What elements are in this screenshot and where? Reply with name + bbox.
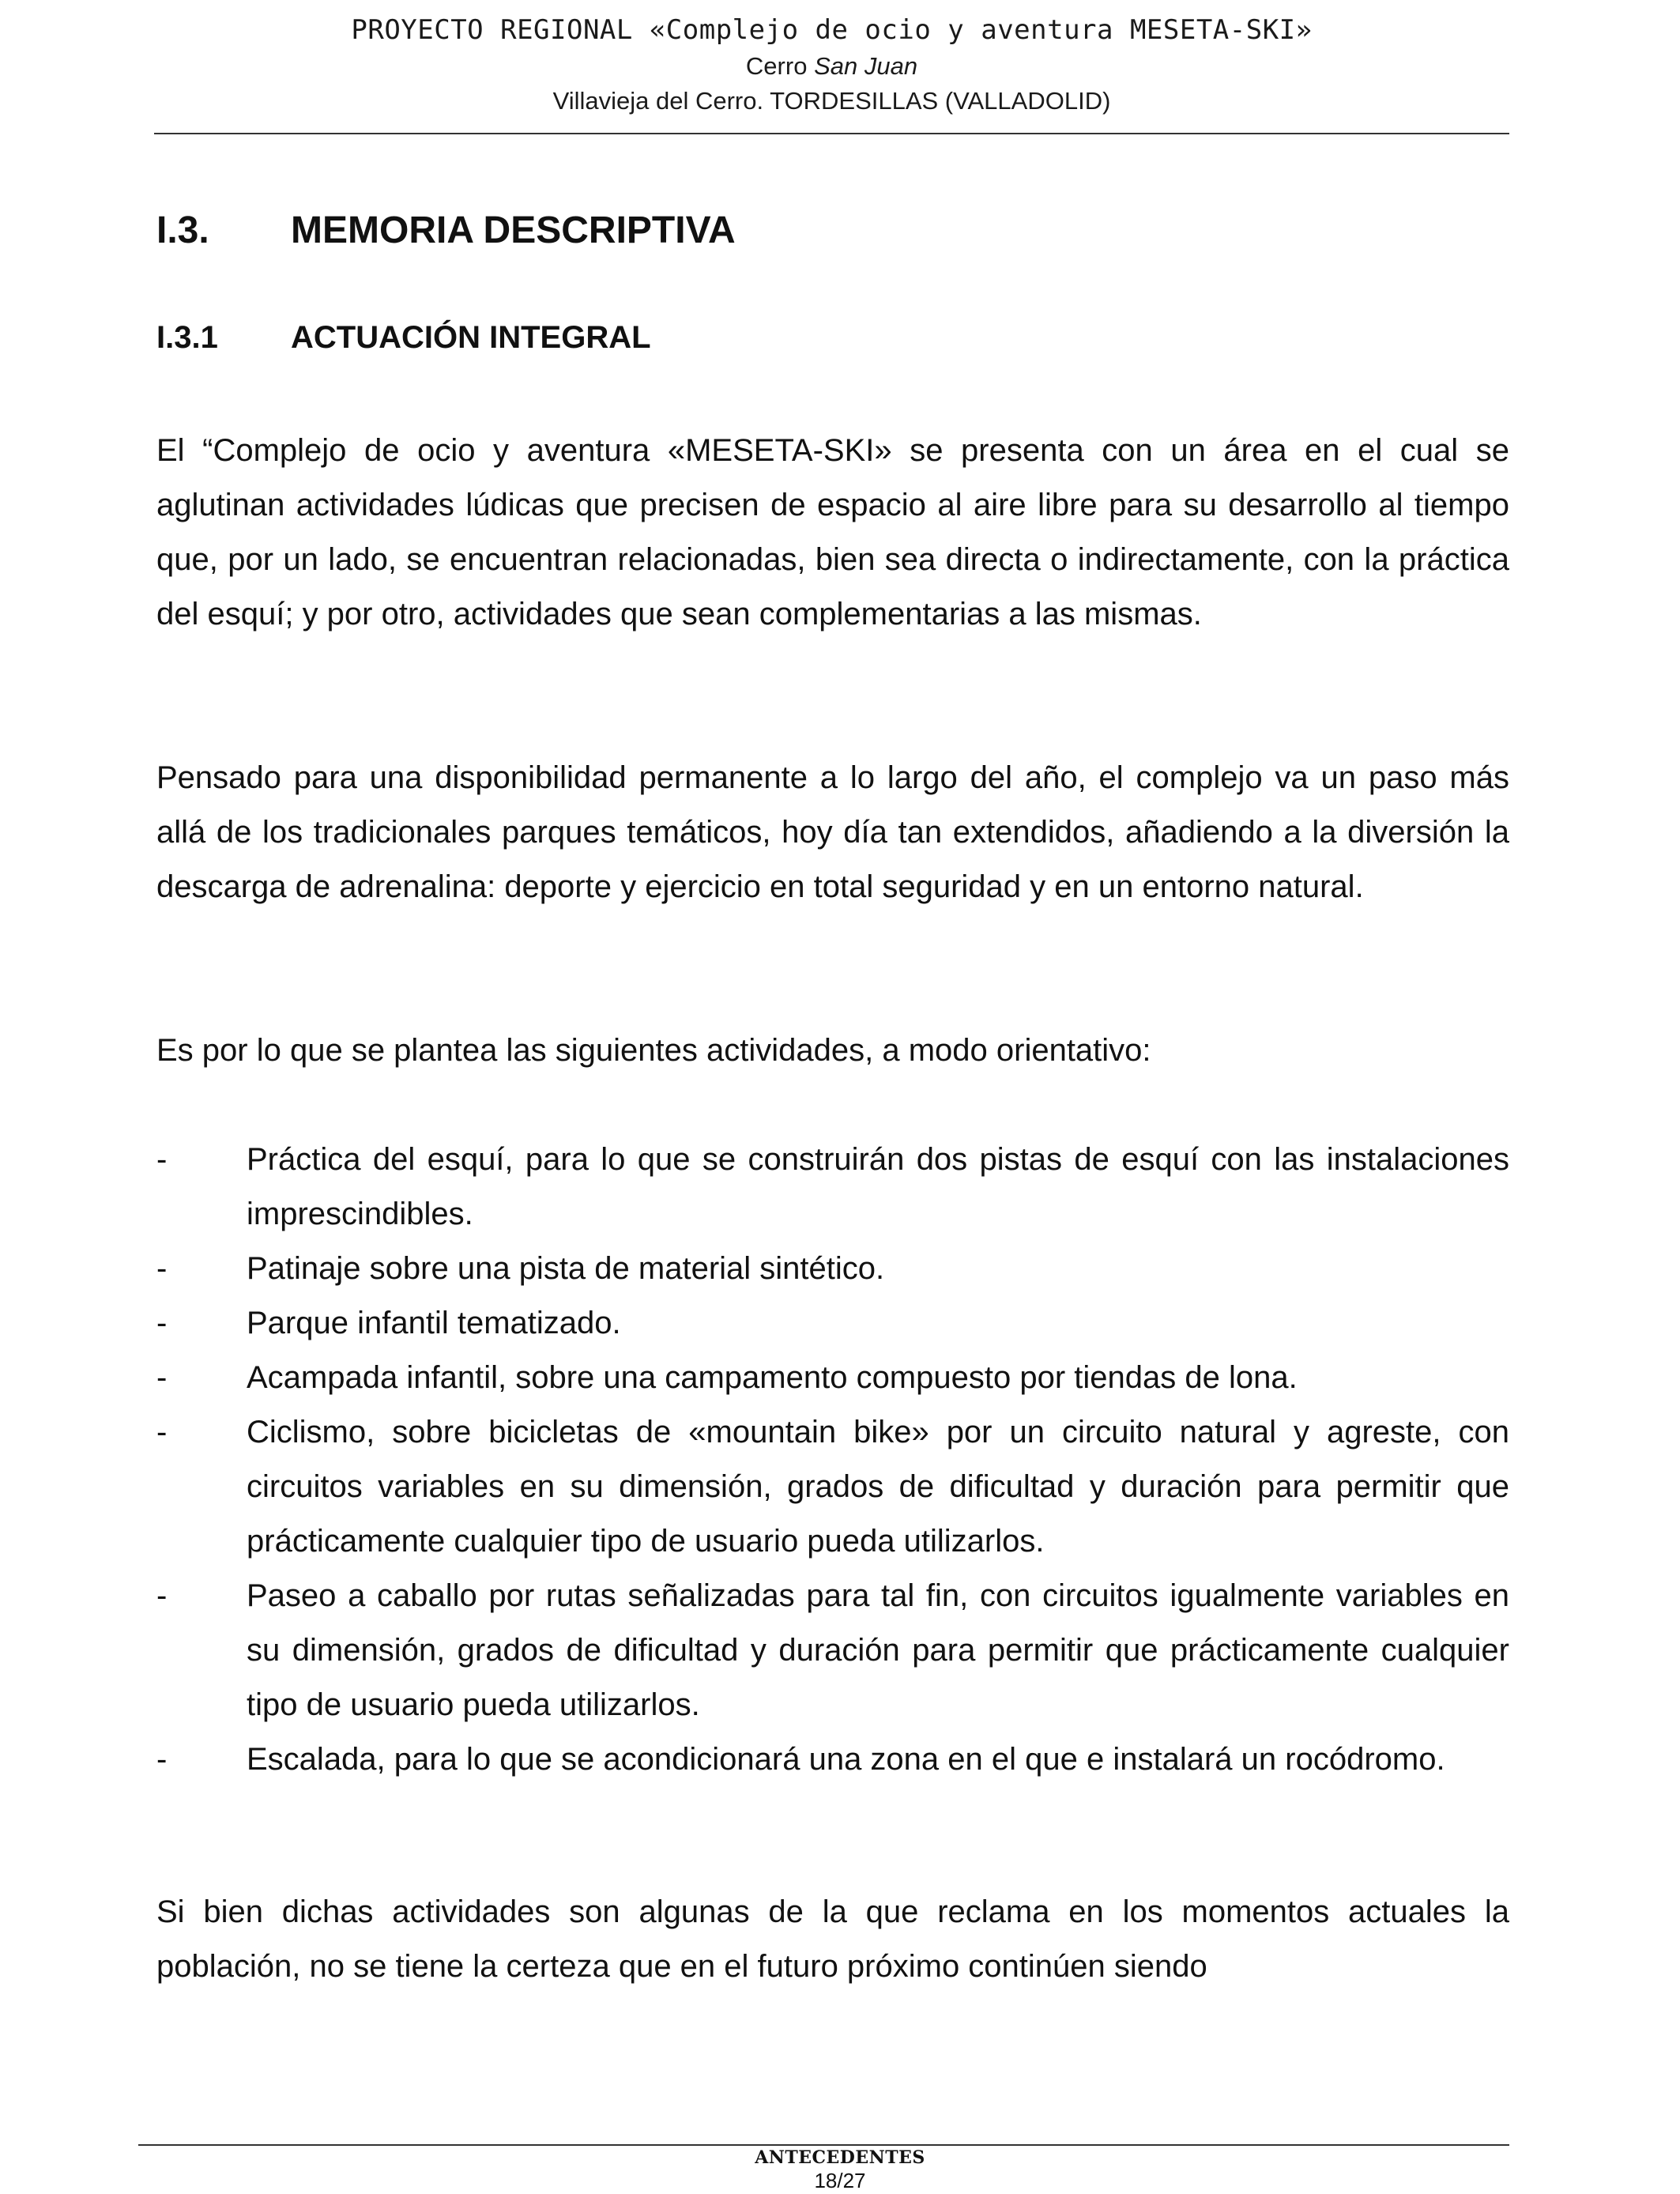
activities-list <box>156 1133 1509 1787</box>
paragraph-activities-intro: Es por lo que se plantea las siguientes actividades, a modo orientativo: <box>156 1033 1151 1068</box>
list-item <box>156 1569 1509 1732</box>
bullet-marker: - <box>156 1142 168 1177</box>
page-number: 18/27 <box>814 2169 866 2192</box>
footer-divider <box>138 2144 1509 2146</box>
section-number: I.3. <box>156 209 209 251</box>
bullet-marker: - <box>156 1251 168 1286</box>
header-site-prefix: Cerro <box>745 52 815 80</box>
list-item-text: Patinaje sobre una pista de material sintético. <box>247 1251 885 1286</box>
list-item-text: Práctica del esquí, para lo que se construirán dos pistas de esquí con las instalaciones imprescindibles. <box>247 1142 1509 1231</box>
list-item-text: Parque infantil tematizado. <box>247 1306 621 1340</box>
list-item-text: Paseo a caballo por rutas señalizadas para tal fin, con circuitos igualmente variables en su dimensión, grados de dificultad y duración para permitir que prácticamente cualquier tipo de usuario pueda utilizarlos. <box>247 1578 1509 1722</box>
bullet-marker: - <box>156 1742 168 1777</box>
header-divider <box>154 133 1509 134</box>
bullet-marker: - <box>156 1578 168 1613</box>
bullet-marker: - <box>156 1415 168 1449</box>
footer-section-label: ANTECEDENTES <box>755 2147 925 2168</box>
header-site-name <box>154 49 1509 84</box>
page-header <box>154 11 1509 119</box>
header-site-italic: San Juan <box>814 52 918 80</box>
paragraph-closing: Si bien dichas actividades son algunas de la que reclama en los momentos actuales la población, no se tiene la certeza que en el futuro próximo continúen siendo <box>156 1894 1509 1984</box>
subsection-number: I.3.1 <box>156 320 218 355</box>
bullet-marker: - <box>156 1306 168 1340</box>
section-heading <box>156 207 736 254</box>
subsection-heading <box>156 316 651 359</box>
list-item <box>156 1242 1509 1296</box>
list-item-text: Acampada infantil, sobre una campamento compuesto por tiendas de lona. <box>247 1360 1298 1395</box>
list-item <box>156 1405 1509 1569</box>
list-item <box>156 1351 1509 1405</box>
header-project-title: PROYECTO REGIONAL «Complejo de ocio y aventura MESETA-SKI» <box>351 14 1313 46</box>
bullet-marker: - <box>156 1360 168 1395</box>
list-item <box>156 1296 1509 1351</box>
paragraph-availability: Pensado para una disponibilidad permanente a lo largo del año, el complejo va un paso más allá de los tradicionales parques temáticos, hoy día tan extendidos, añadiendo a la diversión la descarga de adrenalina: deporte y ejercicio en total seguridad y en un entorno natural. <box>156 760 1509 904</box>
subsection-title: ACTUACIÓN INTEGRAL <box>291 320 651 355</box>
paragraph-intro: El “Complejo de ocio y aventura «MESETA-SKI» se presenta con un área en el cual se aglutinan actividades lúdicas que precisen de espacio al aire libre para su desarrollo al tiempo que, por un lado, se encuentran relacionadas, bien sea directa o indirectamente, con la práctica del esquí; y por otro, actividades que sean complementarias a las mismas. <box>156 433 1509 631</box>
list-item-text: Escalada, para lo que se acondicionará una zona en el que e instalará un rocódromo. <box>247 1742 1445 1777</box>
header-location: Villavieja del Cerro. TORDESILLAS (VALLADOLID) <box>552 87 1111 115</box>
list-item <box>156 1133 1509 1242</box>
list-item <box>156 1732 1509 1787</box>
section-title: MEMORIA DESCRIPTIVA <box>291 209 736 251</box>
list-item-text: Ciclismo, sobre bicicletas de «mountain bike» por un circuito natural y agreste, con circuitos variables en su dimensión, grados de dificultad y duración para permitir que prácticamente cualquier tipo de usuario pueda utilizarlos. <box>247 1415 1509 1559</box>
